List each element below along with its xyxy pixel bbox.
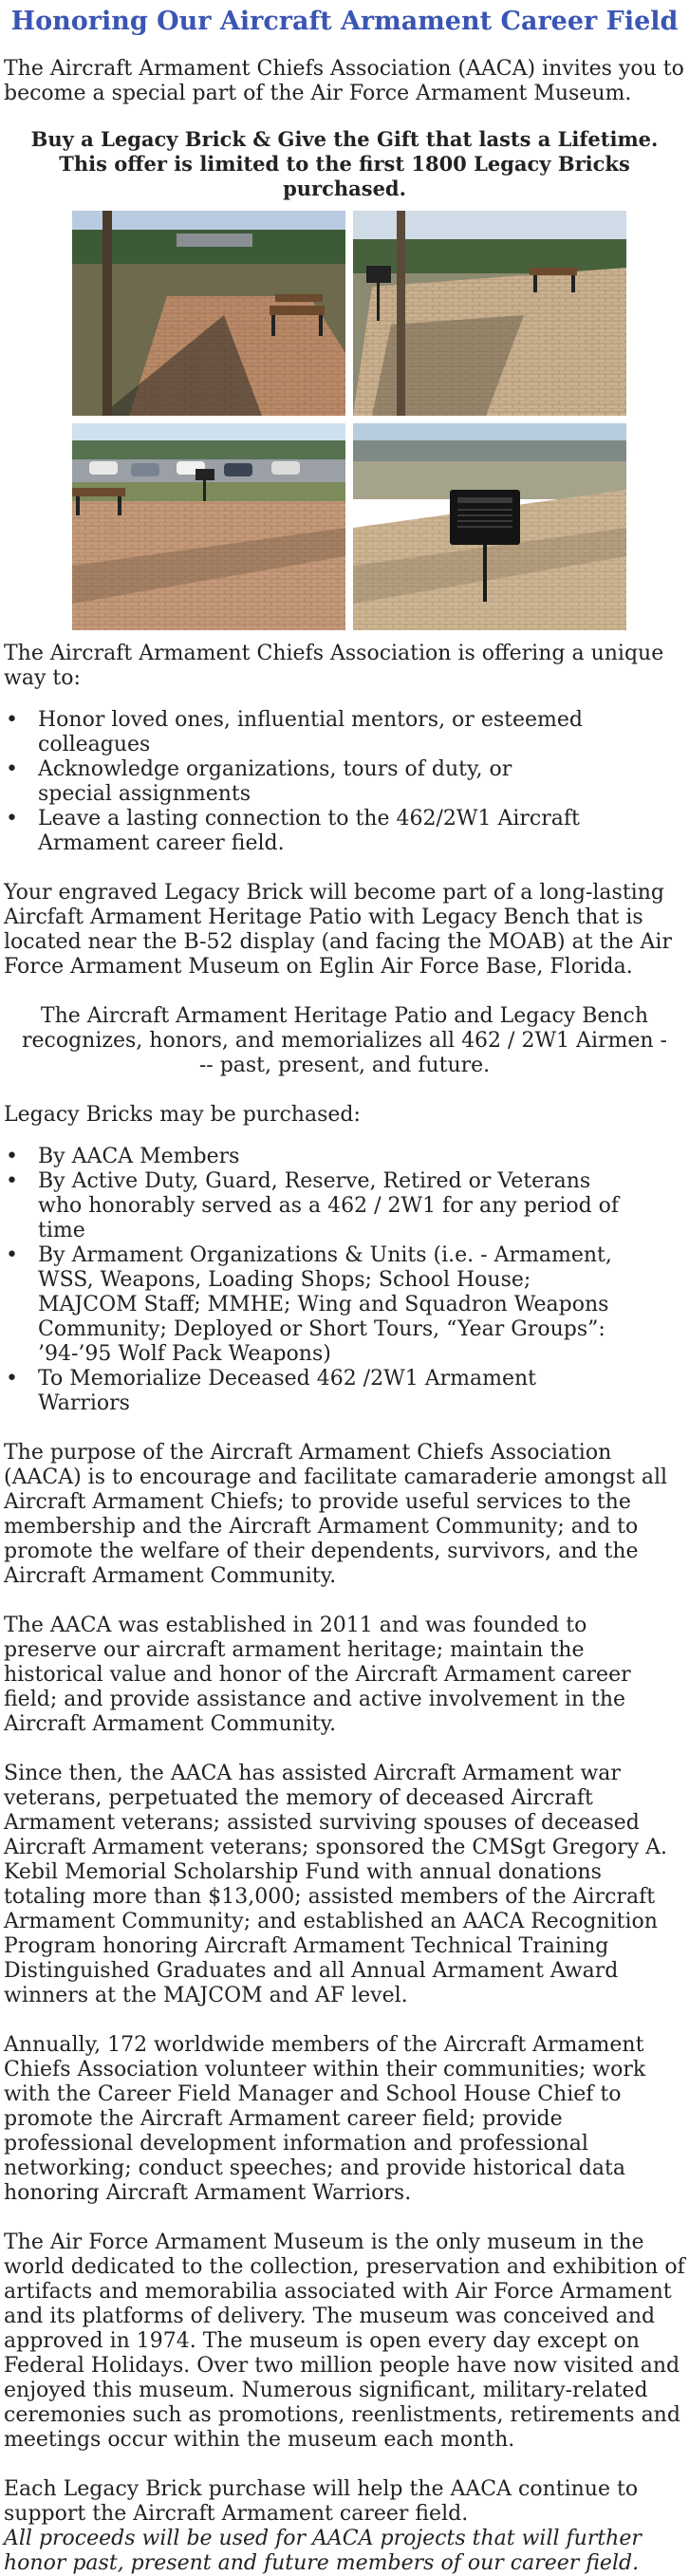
annually-paragraph: Annually, 172 worldwide members of the Aircraft Armament Chiefs Association volunteer within their communities; work with the Career Field Manager and School House Chief to promote the Aircraft Armament career field; provide professional development information and professional networking; conduct speeches; and provide historical data honoring Aircraft Armament Warriors. [4, 2033, 646, 2205]
list-item: • By AACA Members [4, 1145, 685, 1169]
patio-statement: The Aircraft Armament Heritage Patio and Legacy Bench recognizes, honors, and memorializes all 462 / 2W1 Airmen --- past, present, and future. [22, 1004, 667, 1077]
list-item: • By Active Duty, Guard, Reserve, Retired or Veterans who honorably served as a 462 / 2W1 for any period of time [4, 1169, 685, 1243]
proceeds-note: All proceeds will be used for AACA projects that will further honor past, present and future members of our career field. [4, 2527, 642, 2575]
offer-line-lifetime-gift: Buy a Legacy Brick & Give the Gift that lasts a Lifetime. [30, 127, 659, 151]
support-paragraph: Each Legacy Brick purchase will help the AACA continue to support the Aircraft Armament career field. [4, 2477, 639, 2526]
purchase-list [4, 1145, 685, 1416]
intro-paragraph: The Aircraft Armament Chiefs Association (AACA) invites you to become a special part of the Air Force Armament Museum. [4, 57, 684, 105]
bench-and-sign-photo [353, 211, 626, 416]
list-item: • By Armament Organizations & Units (i.e. - Armament, WSS, Weapons, Loading Shops; School House; MAJCOM Staff; MMHE; Wing and Squadron Weapons Community; Deployed or Short Tours, “Year Groups”: ’94-’95 Wolf Pack Weapons) [4, 1243, 685, 1367]
offering-lead: The Aircraft Armament Chiefs Association is offering a unique way to: [4, 642, 664, 690]
patio-parking-lot-photo [72, 423, 345, 630]
offer-line-limit: This offer is limited to the first 1800 Legacy Bricks purchased. [59, 152, 630, 200]
established-paragraph: The AACA was established in 2011 and was founded to preserve our aircraft armament heritage; maintain the historical value and honor of the Aircraft Armament career field; and provide assistance and active involvement in the Aircraft Armament Community. [4, 1614, 631, 1736]
list-item: • Acknowledge organizations, tours of duty, or special assignments [4, 757, 685, 807]
photo-grid [72, 211, 628, 630]
page-title: Honoring Our Aircraft Armament Career Field [10, 7, 679, 36]
offer-banner [4, 127, 685, 201]
brick-patio-with-bench-photo [72, 211, 345, 416]
list-item: • Honor loved ones, influential mentors, or esteemed colleagues [4, 708, 685, 757]
engraved-brick-paragraph: Your engraved Legacy Brick will become part of a long-lasting Aircfaft Armament Heritage Patio with Legacy Bench that is located near the B-52 display (and facing the MOAB) at the Air Force Armament Museum on Eglin Air Force Base, Florida. [4, 881, 672, 979]
purpose-paragraph: The purpose of the Aircraft Armament Chiefs Association (AACA) is to encourage and facilitate camaraderie amongst all Aircraft Armament Chiefs; to provide useful services to the membership and the Aircraft Armament Community; and to promote the welfare of their dependents, survivors, and the Aircraft Armament Community. [4, 1441, 668, 1588]
heritage-plaque-photo [353, 423, 626, 630]
purchase-lead: Legacy Bricks may be purchased: [4, 1103, 361, 1127]
offering-list [4, 708, 685, 856]
since-then-paragraph: Since then, the AACA has assisted Aircraft Armament war veterans, perpetuated the memory of deceased Aircraft Armament veterans; assisted surviving spouses of deceased Aircraft Armament veterans; sponsored the CMSgt Gregory A. Kebil Memorial Scholarship Fund with annual donations totaling more than $13,000; assisted members of the Aircraft Armament Community; and established an AACA Recognition Program honoring Aircraft Armament Technical Training Distinguished Graduates and all Annual Armament Award winners at the MAJCOM and AF level. [4, 1762, 668, 2007]
list-item: • Leave a lasting connection to the 462/2W1 Aircraft Armament career field. [4, 807, 685, 856]
list-item: • To Memorialize Deceased 462 /2W1 Armament Warriors [4, 1367, 685, 1416]
museum-paragraph: The Air Force Armament Museum is the only museum in the world dedicated to the collection, preservation and exhibition of artifacts and memorabilia associated with Air Force Armament and its platforms of delivery. The museum was conceived and approved in 1974. The museum is open every day except on Federal Holidays. Over two million people have now visited and enjoyed this museum. Numerous significant, military-related ceremonies such as promotions, reenlistments, retirements and meetings occur within the museum each month. [4, 2231, 685, 2452]
